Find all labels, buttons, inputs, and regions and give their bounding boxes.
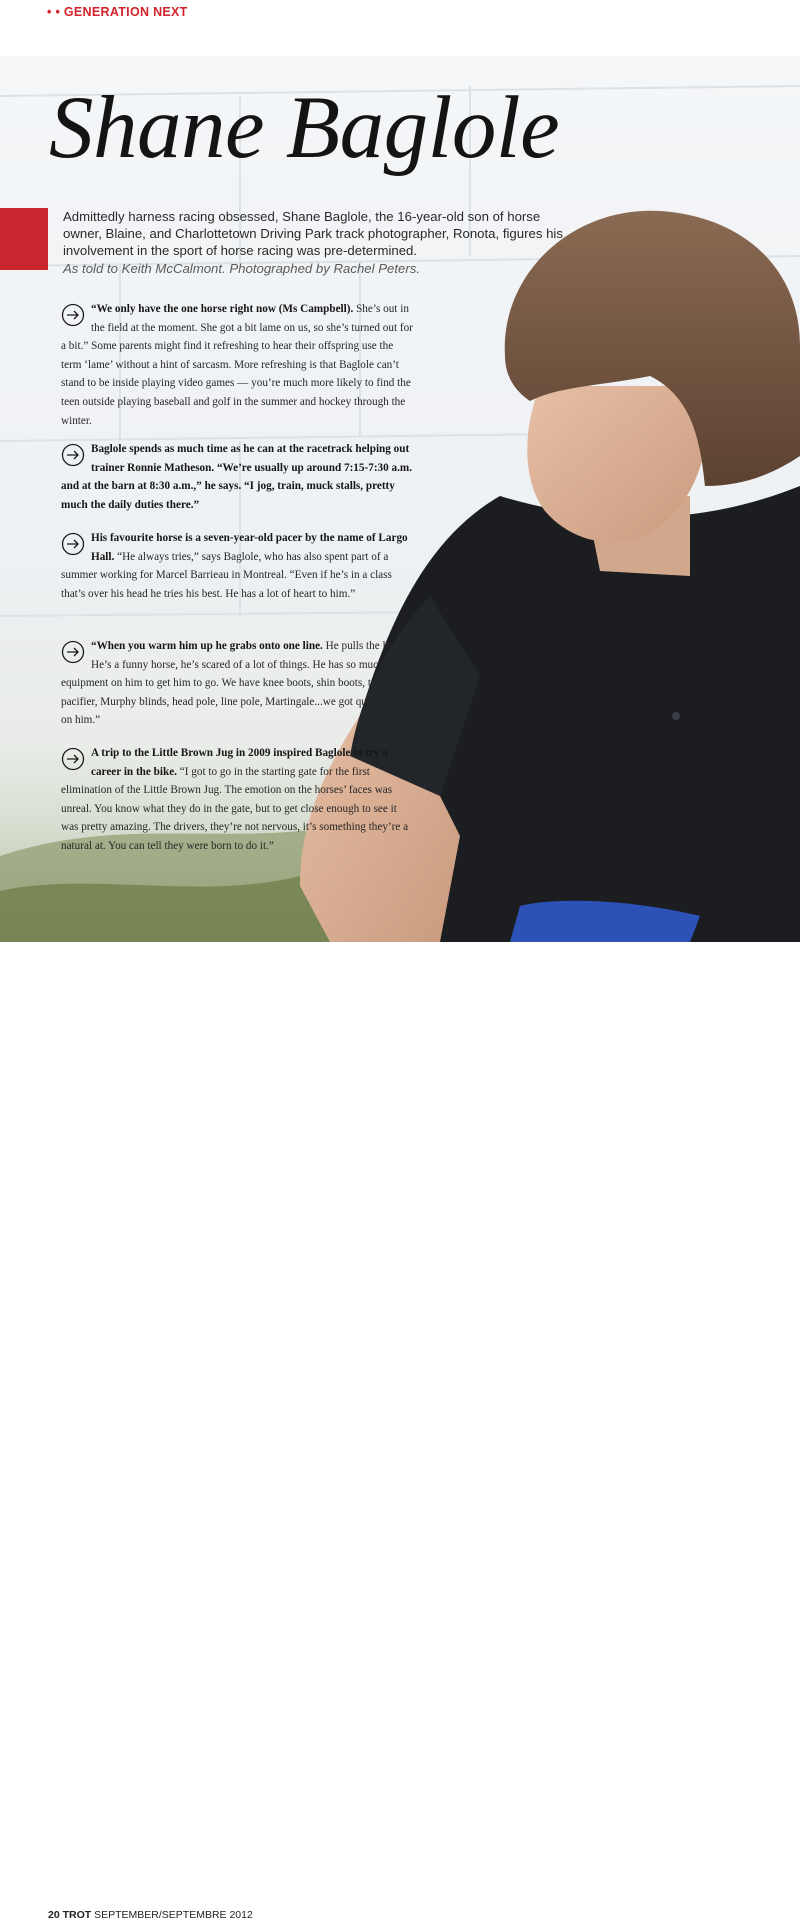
photo-credit: As told to Keith McCalmont. Photographed by Rachel Peters.	[63, 260, 420, 276]
article-title: Shane Baglole	[49, 79, 560, 177]
paragraph-3-body: “He always tries,” says Baglole, who has also spent part of a summer working for Marcel Barrieau in Montreal. “Even if he’s in a class that’s over his head he tries his best. He has a lot of heart to him.”	[61, 550, 392, 600]
paragraph-1-body: She’s out in the field at the moment. She got a bit lame on us, so she’s turned out for a bit.” Some parents might find it refreshing to hear their offspring use the term ‘lame’ without a hint of sarcasm. More refreshing is that Baglole can’t stand to be inside playing video games — you’re much more likely to find the teen outside playing baseball and golf in the summer and hockey through the winter.	[61, 303, 413, 427]
paragraph-3	[61, 529, 413, 603]
page-footer	[0, 942, 800, 1921]
circled-arrow-right-icon	[61, 532, 85, 556]
paragraph-5-body: “I got to go in the starting gate for the first elimination of the Little Brown Jug. The emotion on the horses’ faces was unreal. You know what they do in the gate, but to get close enough to see it was pretty amazing. The drivers, they’re not nervous, it’s something they’re a natural at. You can tell they were born to do it.”	[61, 765, 409, 852]
paragraph-1	[61, 300, 413, 430]
paragraph-5	[61, 744, 413, 856]
paragraph-4	[61, 637, 413, 730]
paragraph-2	[61, 440, 413, 514]
circled-arrow-right-icon	[61, 747, 85, 771]
issue-date: SEPTEMBER/SEPTEMBRE 2012	[94, 1909, 253, 1921]
paragraph-2-lead: Baglole spends as much time as he can at the racetrack helping out trainer Ronnie Matheson. “We’re usually up around 7:15-7:30 a.m. and at the barn at 8:30 a.m.,” he says. “I jog, train, muck stalls, pretty much the daily duties there.”	[61, 443, 413, 511]
folio	[48, 1909, 253, 1921]
intro-text: Admittedly harness racing obsessed, Shane Baglole, the 16-year-old son of horse owner, Blaine, and Charlottetown Driving Park track photographer, Ronota, figures his involvement in the sport of horse racing was pre-determined.	[63, 209, 563, 259]
section-tag: • • GENERATION NEXT	[47, 5, 188, 19]
paragraph-4-body: He pulls the line. He’s a funny horse, he’s scared of a lot of things. He has so much equipment on him to get him to go. We have knee boots, shin boots, tongue pacifier, Murphy blinds, head pole, line pole, Martingale...we got quite a lot on him.”	[61, 640, 403, 727]
paragraph-5-lead: A trip to the Little Brown Jug in 2009 inspired Baglole to try a career in the bike.	[91, 747, 388, 778]
paragraph-3-lead: His favourite horse is a seven-year-old pacer by the name of Largo Hall.	[91, 532, 408, 563]
accent-block	[0, 208, 48, 270]
magazine-name: TROT	[62, 1909, 92, 1921]
circled-arrow-right-icon	[61, 303, 85, 327]
paragraph-4-lead: “When you warm him up he grabs onto one line.	[91, 640, 323, 652]
article-intro	[63, 208, 563, 277]
paragraph-1-lead: “We only have the one horse right now (Ms Campbell).	[91, 303, 354, 315]
top-bar	[0, 0, 800, 56]
circled-arrow-right-icon	[61, 443, 85, 467]
page-number: 20	[48, 1909, 60, 1921]
circled-arrow-right-icon	[61, 640, 85, 664]
